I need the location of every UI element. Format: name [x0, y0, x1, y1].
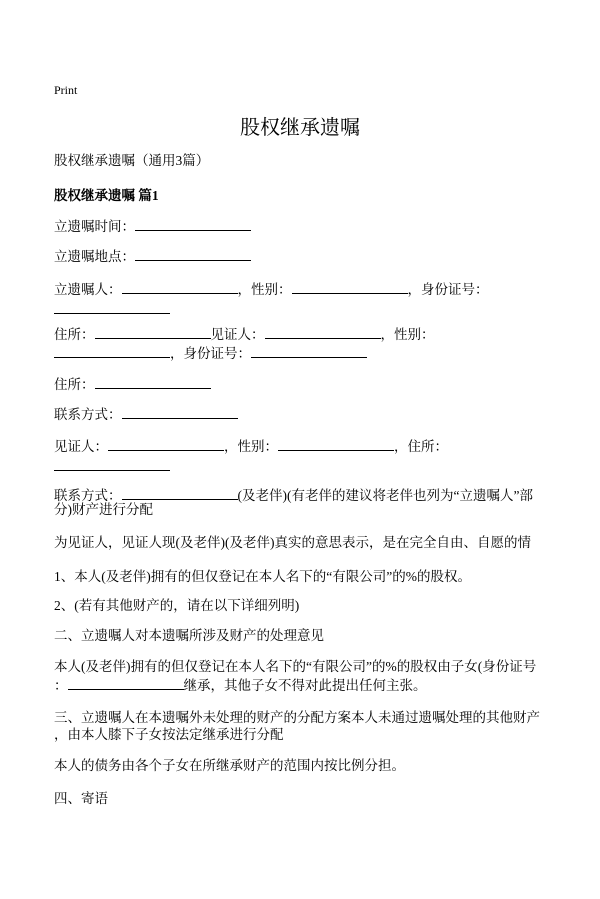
witness-label: 见证人：	[210, 327, 265, 342]
text-line	[54, 151, 209, 170]
text-line	[54, 486, 533, 502]
text-line	[54, 596, 299, 615]
item-1-row	[54, 567, 471, 586]
section-2-heading-row	[54, 626, 324, 645]
text-line	[54, 217, 251, 236]
testator-name-blank	[122, 280, 238, 294]
witness-gender-blank	[278, 437, 394, 451]
address-blank	[95, 375, 211, 389]
debts-text: 本人的债务由各个子女在所继承财产的范围内按比例分担。	[54, 758, 405, 773]
item-2-text: 2、(若有其他财产的，请在以下详细列明)	[54, 598, 300, 613]
testator-row	[54, 280, 489, 320]
text-line	[54, 344, 435, 363]
print-link[interactable]: Print	[54, 83, 78, 97]
testator-gender-blank	[292, 280, 408, 294]
text-line	[54, 726, 540, 743]
will-place-blank	[135, 247, 251, 261]
address-label: 住所：	[54, 377, 95, 392]
witness-blank	[108, 437, 224, 451]
text-line	[54, 626, 324, 645]
text-line	[54, 82, 77, 98]
text-line	[54, 300, 489, 320]
witness-statement: 为见证人，见证人现(及老伴)(及老伴)真实的意思表示，是在完全自由、自愿的情	[54, 535, 531, 550]
heir-id-blank	[68, 676, 184, 690]
section-4-heading: 四、寄语	[54, 791, 108, 806]
disposition-colon: ：	[54, 678, 68, 693]
contact-label: 联系方式：	[54, 407, 122, 422]
text-line	[54, 186, 159, 205]
witness-statement-row	[54, 533, 531, 552]
testator-id-blank	[54, 300, 170, 314]
text-line	[54, 789, 108, 808]
text-line	[54, 567, 471, 586]
spouse-note-text-cont: 分)财产进行分配	[54, 502, 153, 517]
text-line	[54, 457, 448, 477]
witness-gender-label: ，性别：	[380, 327, 435, 342]
spouse-note-text: (及老伴)(有老伴的建议将老伴也列为“立遗嘱人”部	[237, 488, 533, 503]
witness-blank	[265, 325, 381, 339]
text-line	[54, 280, 489, 300]
witness-id-blank	[251, 344, 367, 358]
subtitle-row	[54, 151, 209, 170]
contact-row	[54, 405, 238, 424]
witness-address-blank	[54, 457, 170, 471]
contact-blank	[122, 405, 238, 419]
contact-spouse-row	[54, 486, 533, 518]
address-blank	[95, 325, 211, 339]
witness-label: 见证人：	[54, 439, 108, 454]
witness-gender-blank	[54, 344, 170, 358]
disposition-row	[54, 657, 536, 695]
text-line	[54, 325, 435, 344]
will-time-label: 立遗嘱时间：	[54, 219, 135, 234]
section-heading: 股权继承遗嘱 篇1	[54, 188, 159, 203]
text-line	[54, 502, 533, 518]
debts-row	[54, 756, 405, 775]
witness-address-label: ，住所：	[394, 439, 448, 454]
contact-label: 联系方式：	[54, 488, 122, 503]
address-row	[54, 375, 211, 394]
address-label: 住所：	[54, 327, 95, 342]
document-title: 股权继承遗嘱	[240, 117, 360, 139]
disposition-text: 本人(及老伴)拥有的但仅登记在本人名下的“有限公司”的%的股权由子女(身份证号	[54, 659, 537, 674]
text-line	[54, 375, 211, 394]
text-line	[54, 437, 448, 457]
text-line	[54, 657, 536, 676]
text-line	[54, 676, 536, 695]
contact-blank	[122, 486, 238, 500]
item-2-row	[54, 596, 299, 615]
text-line	[54, 533, 531, 552]
text-line	[54, 405, 238, 424]
section-3-text: 三、立遗嘱人在本遗嘱外未处理的财产的分配方案本人未通过遗嘱处理的其他财产	[54, 710, 540, 725]
section-3-row	[54, 709, 540, 743]
will-place-row	[54, 247, 251, 266]
text-line	[54, 709, 540, 726]
document-subtitle: 股权继承遗嘱（通用3篇）	[54, 153, 210, 168]
disposition-text-cont: 继承，其他子女不得对此提出任何主张。	[183, 678, 427, 693]
testator-id-label: ，身份证号：	[407, 282, 489, 297]
section-heading-row	[54, 186, 159, 205]
will-place-label: 立遗嘱地点：	[54, 249, 135, 264]
section-3-text-cont: ，由本人膝下子女按法定继承进行分配	[54, 727, 284, 742]
section-2-heading: 二、立遗嘱人对本遗嘱所涉及财产的处理意见	[54, 628, 324, 643]
witness-gender-label: ，性别：	[224, 439, 278, 454]
item-1-text: 1、本人(及老伴)拥有的但仅登记在本人名下的“有限公司”的%的股权。	[54, 569, 471, 584]
witness-row	[54, 437, 448, 477]
section-4-heading-row	[54, 789, 108, 808]
will-time-blank	[135, 217, 251, 231]
will-time-row	[54, 217, 251, 236]
text-line	[54, 756, 405, 775]
print-row	[54, 82, 77, 98]
testator-gender-label: ，性别：	[237, 282, 292, 297]
witness-id-label: ，身份证号：	[170, 346, 251, 361]
testator-name-label: 立遗嘱人：	[54, 282, 122, 297]
text-line	[54, 247, 251, 266]
address-witness-row	[54, 325, 435, 363]
